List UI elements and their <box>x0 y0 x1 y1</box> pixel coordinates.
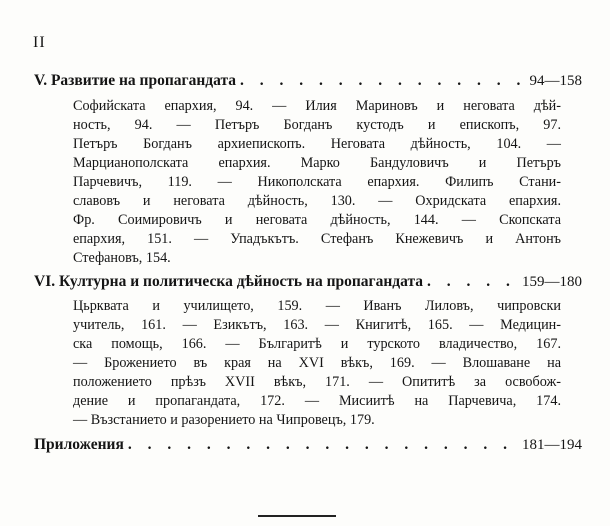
toc-section-appendices <box>34 436 582 454</box>
toc-entry-line: — Възстанието и разорението на Чипровецъ, 179. <box>73 412 375 428</box>
toc-entry-line: ность, 94. — Петъръ Богданъ кустодъ и епископъ, 97. <box>73 117 561 133</box>
toc-entry-line: Парчевичъ, 119. — Никополската епархия. Филипъ Стани- <box>73 174 561 190</box>
toc-entry-line: Стефановъ, 154. <box>73 250 171 266</box>
toc-entry-line: епархия, 151. — Упадъкътъ. Стефанъ Кнежевичъ и Антонъ <box>73 231 561 247</box>
dot-leader <box>240 72 526 90</box>
appendices-pages: 181—194 <box>522 437 582 453</box>
toc-entry-line: Фр. Соимировичъ и неговата дѣйность, 144. — Скопската <box>73 212 561 228</box>
toc-section-vi <box>34 273 582 291</box>
section-vi-pages: 159—180 <box>522 274 582 290</box>
toc-entry-line: Цьрквата и училището, 159. — Иванъ Лиловъ, чипровски <box>73 298 561 314</box>
toc-entry-line: ска помощь, 166. — Българитѣ и турското владичество, 167. <box>73 336 561 352</box>
page-number: II <box>33 34 46 51</box>
appendices-title: Приложения <box>34 436 124 453</box>
toc-entry-line: Марцианополската епархия. Марко Бандуловичъ и Петъръ <box>73 155 561 171</box>
toc-entry-line: Петъръ Богданъ архиепископъ. Неговата дѣйность, 104. — <box>73 136 561 152</box>
section-v-pages: 94—158 <box>529 73 582 89</box>
dot-leader <box>427 273 518 291</box>
section-v-title: V. Развитие на пропагандата <box>34 72 236 89</box>
toc-entry-line: Софийската епархия, 94. — Илия Мариновъ и неговата дѣй- <box>73 98 561 114</box>
toc-entry-line: положението прѣзъ XVII вѣкъ, 171. — Опититѣ за освобож- <box>73 374 561 390</box>
section-vi-title: VI. Културна и политическа дѣйность на пропагандата <box>34 273 424 290</box>
toc-entry-line: — Брожението въ края на XVI вѣкъ, 169. — Влошаване на <box>73 355 561 371</box>
dot-leader <box>128 436 518 454</box>
toc-entry-line: славовъ и неговата дѣйность, 130. — Охридската епархия. <box>73 193 561 209</box>
end-rule <box>258 515 336 517</box>
toc-entry-line: учитель, 161. — Езикътъ, 163. — Книгитѣ, 165. — Медицин- <box>73 317 561 333</box>
toc-section-v <box>34 72 582 90</box>
toc-entry-line: дение и пропагандата, 172. — Мисиитѣ на Парчевича, 174. <box>73 393 561 409</box>
